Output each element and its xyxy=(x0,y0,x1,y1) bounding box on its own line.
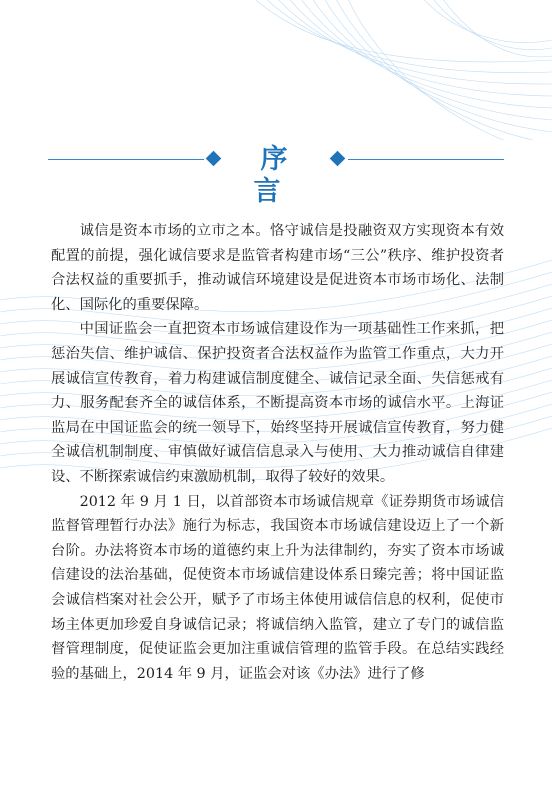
heading-rule-left xyxy=(48,159,204,160)
section-heading xyxy=(48,144,504,207)
heading-rule-right xyxy=(348,159,504,160)
paragraph: 2012 年 9 月 1 日，以首部资本市场诚信规章《证券期货市场诚信监督管理暂行办法》施行为标志，我国资本市场诚信建设迈上了一个新台阶。办法将资本市场的道德约束上升为法律制约，夯实了资本市场诚信建设的法治基础，促使资本市场诚信建设体系日臻完善；将中国证监会诚信档案对社会公开，赋予了市场主体使用诚信信息的权利，促使市场主体更加珍爱自身诚信记录；将诚信纳入监管，建立了专门的诚信监督管理制度，促使证监会更加注重诚信管理的监管手段。在总结实践经验的基础上，2014 年 9 月，证监会对该《办法》进行了修 xyxy=(51,493,504,682)
body-text xyxy=(51,219,504,686)
diamond-icon xyxy=(206,151,222,167)
decorative-wave-lines-top xyxy=(0,0,552,140)
paragraph: 诚信是资本市场的立市之本。恪守诚信是投融资双方实现资本有效配置的前提，强化诚信要求是监管者构建市场“三公”秩序、维护投资者合法权益的重要抓手，推动诚信环境建设是促进资本市场市场化、法制化、国际化的重要保障。 xyxy=(51,223,504,313)
paragraph: 中国证监会一直把资本市场诚信建设作为一项基础性工作来抓，把惩治失信、维护诚信、保护投资者合法权益作为监管工作重点，大力开展诚信宣传教育，着力构建诚信制度健全、诚信记录全面、失信惩戒有力、服务配套齐全的诚信体系，不断提高资本市场的诚信水平。上海证监局在中国证监会的统一领导下，始终坚持开展诚信宣传教育，努力健全诚信机制制度、审慎做好诚信信息录入与使用、大力推动诚信自律建设、不断探索诚信约束激励机制，取得了较好的效果。 xyxy=(51,321,504,485)
page-title: 序 言 xyxy=(253,144,306,207)
diamond-icon xyxy=(330,151,346,167)
